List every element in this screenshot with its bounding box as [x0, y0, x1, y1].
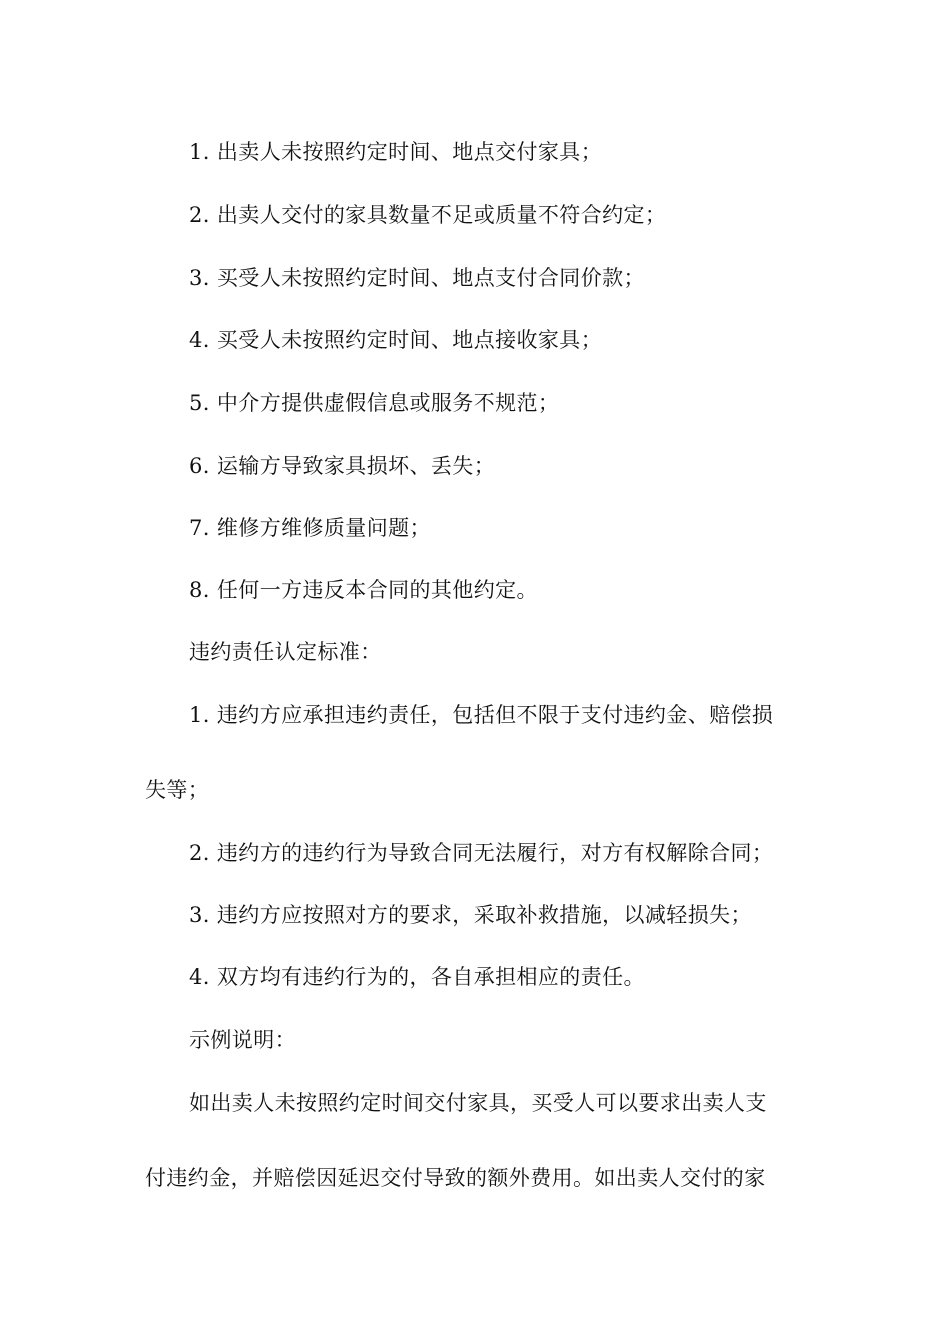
breach-case-3: 3. 买受人未按照约定时间、地点支付合同价款； — [189, 266, 645, 290]
breach-case-6: 6. 运输方导致家具损坏、丢失； — [189, 454, 496, 478]
breach-case-4: 4. 买受人未按照约定时间、地点接收家具； — [189, 328, 603, 352]
liability-item-4: 4. 双方均有违约行为的，各自承担相应的责任。 — [189, 965, 645, 989]
example-paragraph-line-1: 如出卖人未按照约定时间交付家具，买受人可以要求出卖人支 — [189, 1091, 767, 1115]
example-heading: 示例说明： — [189, 1028, 296, 1052]
liability-heading: 违约责任认定标准： — [189, 640, 382, 664]
breach-case-5: 5. 中介方提供虚假信息或服务不规范； — [189, 391, 560, 415]
breach-case-2: 2. 出卖人交付的家具数量不足或质量不符合约定； — [189, 203, 667, 227]
example-paragraph-line-2: 付违约金，并赔偿因延迟交付导致的额外费用。如出卖人交付的家 — [145, 1166, 766, 1190]
breach-case-1: 1. 出卖人未按照约定时间、地点交付家具； — [189, 140, 603, 164]
liability-item-2: 2. 违约方的违约行为导致合同无法履行，对方有权解除合同； — [189, 841, 774, 865]
liability-item-1-line-2: 失等； — [145, 778, 210, 802]
breach-case-8: 8. 任何一方违反本合同的其他约定。 — [189, 578, 538, 602]
liability-item-1-line-1: 1. 违约方应承担违约责任，包括但不限于支付违约金、赔偿损 — [189, 703, 774, 727]
breach-case-7: 7. 维修方维修质量问题； — [189, 516, 431, 540]
liability-item-3: 3. 违约方应按照对方的要求，采取补救措施，以减轻损失； — [189, 903, 752, 927]
